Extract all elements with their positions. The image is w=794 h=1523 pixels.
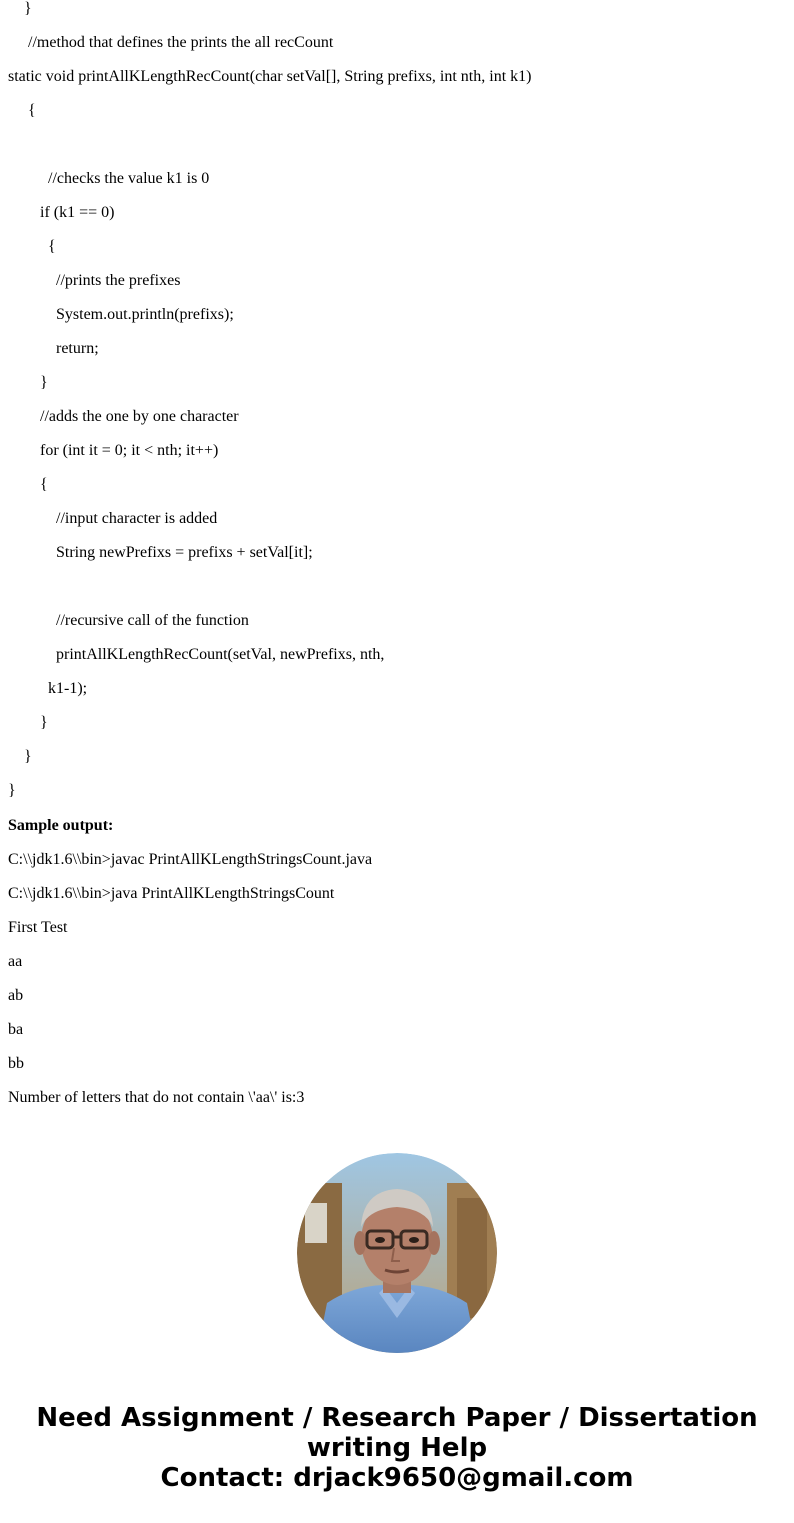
code-line: } [24, 0, 32, 17]
code-line: } [8, 782, 16, 799]
code-comment: //checks the value k1 is 0 [48, 170, 210, 187]
code-line: return; [56, 340, 99, 357]
portrait-photo [297, 1153, 497, 1353]
promo-line-2: writing Help [306, 1433, 488, 1463]
promo-banner [0, 1403, 794, 1493]
promo-line-1: Need Assignment / Research Paper / Dissertation [36, 1403, 758, 1433]
output-line: Number of letters that do not contain \'aa\' is:3 [8, 1089, 305, 1106]
code-line: { [40, 476, 48, 493]
code-line: } [24, 748, 32, 765]
code-comment: //prints the prefixes [56, 272, 181, 289]
code-line: { [28, 102, 36, 119]
code-line: { [48, 238, 56, 255]
output-line: C:\\jdk1.6\\bin>java PrintAllKLengthStringsCount [8, 885, 335, 902]
code-comment: //input character is added [56, 510, 218, 527]
code-line: } [40, 374, 48, 391]
output-line: aa [8, 953, 23, 970]
output-line: ba [8, 1021, 24, 1038]
code-line: if (k1 == 0) [40, 204, 115, 221]
contact-email: Contact: drjack9650@gmail.com [160, 1463, 634, 1493]
avatar [297, 1153, 497, 1353]
code-line: printAllKLengthRecCount(setVal, newPrefixs, nth, [56, 646, 385, 663]
code-comment: //recursive call of the function [56, 612, 249, 629]
code-comment: //adds the one by one character [40, 408, 239, 425]
code-line: String newPrefixs = prefixs + setVal[it]; [56, 544, 313, 561]
output-line: bb [8, 1055, 24, 1072]
method-signature: static void printAllKLengthRecCount(char setVal[], String prefixs, int nth, int k1) [8, 68, 532, 85]
code-line: for (int it = 0; it < nth; it++) [40, 442, 219, 459]
output-line: C:\\jdk1.6\\bin>javac PrintAllKLengthStringsCount.java [8, 851, 373, 868]
sample-output-heading: Sample output: [8, 817, 114, 834]
output-line: First Test [8, 919, 68, 936]
code-comment: //method that defines the prints the all recCount [28, 34, 334, 51]
output-line: ab [8, 987, 24, 1004]
code-line: k1-1); [48, 680, 88, 697]
code-line: System.out.println(prefixs); [56, 306, 234, 323]
code-line: } [40, 714, 48, 731]
